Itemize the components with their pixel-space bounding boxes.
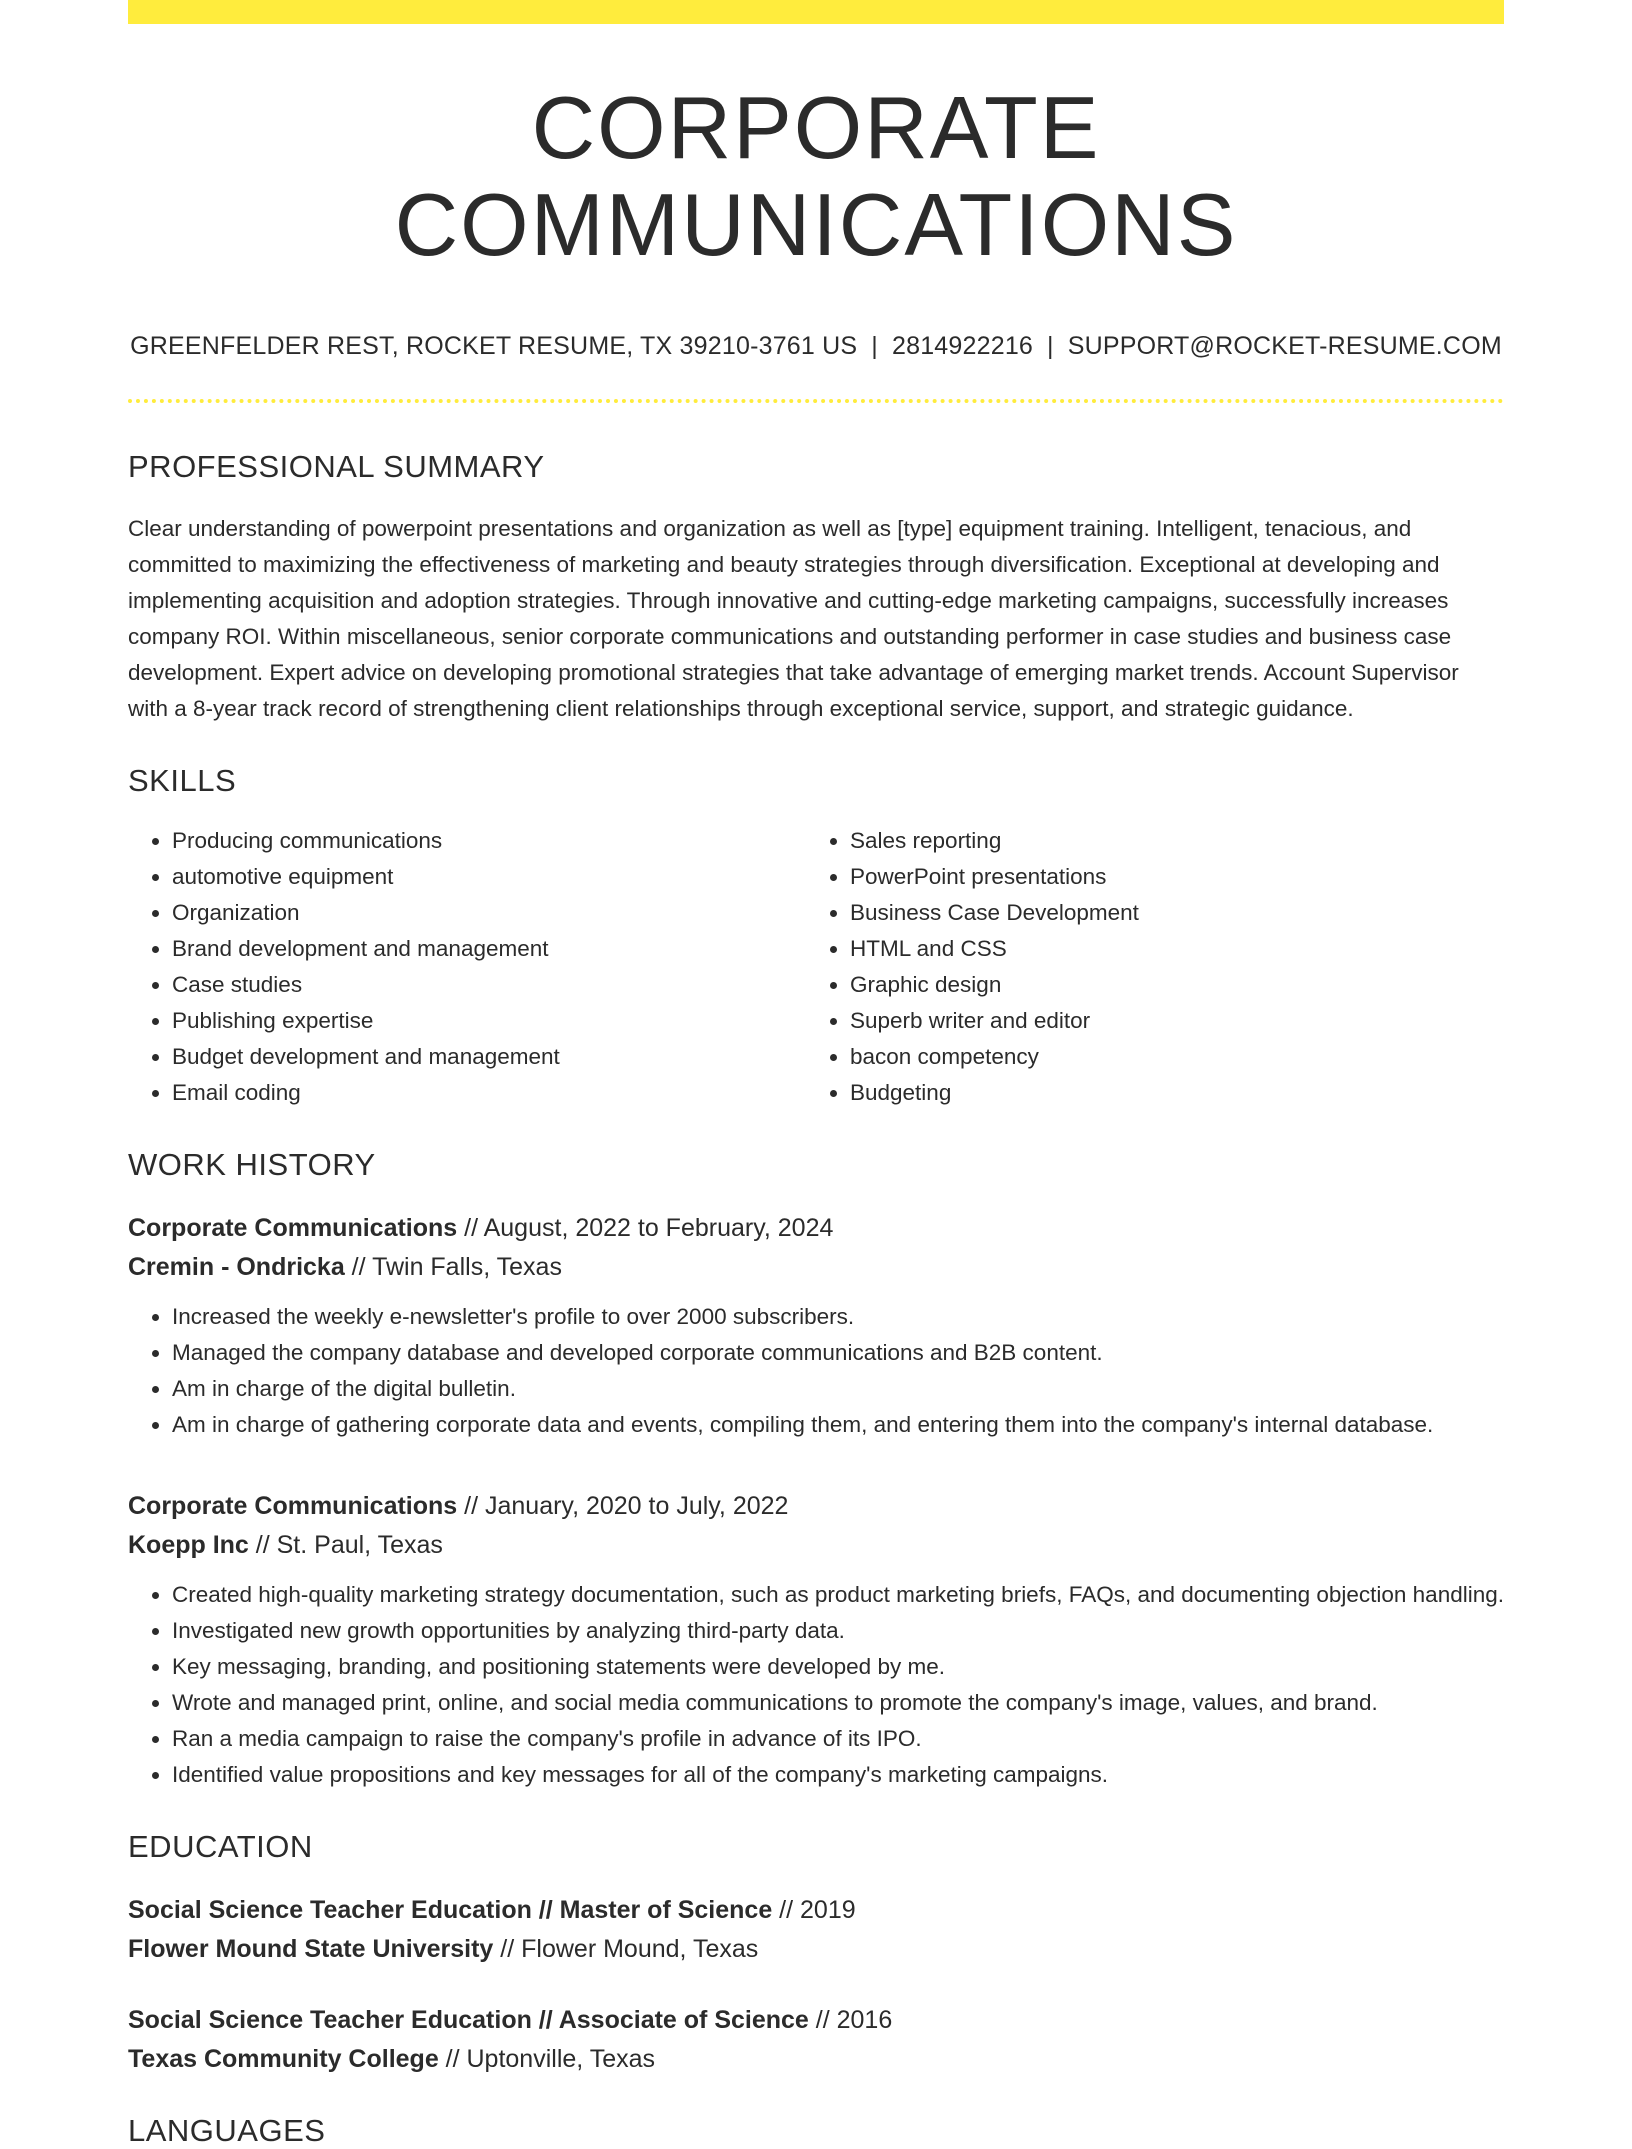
job-role-line: [128, 1487, 1504, 1526]
languages-heading: LANGUAGES: [128, 2112, 326, 2148]
skill-item: • Budgeting: [850, 1075, 1484, 1111]
job-location: // Twin Falls, Texas: [344, 1252, 562, 1281]
skill-item: • HTML and CSS: [850, 931, 1484, 967]
job-dates: // August, 2022 to February, 2024: [457, 1213, 834, 1242]
contact-separator: |: [871, 331, 878, 360]
education-degree: Social Science Teacher Education // Master of Science: [128, 1895, 773, 1924]
job-bullet: • Wrote and managed print, online, and social media communications to promote the company's image, values, and brand.: [172, 1685, 1504, 1721]
job-bullet: • Ran a media campaign to raise the company's profile in advance of its IPO.: [172, 1721, 1504, 1757]
skill-item: • automotive equipment: [172, 859, 806, 895]
work-history-heading: WORK HISTORY: [128, 1146, 376, 1182]
job-bullet: • Increased the weekly e-newsletter's profile to over 2000 subscribers.: [172, 1299, 1504, 1335]
contact-address: GREENFELDER REST, ROCKET RESUME, TX 39210-3761 US: [130, 331, 858, 360]
skill-item: • Graphic design: [850, 967, 1484, 1003]
contact-line: [128, 332, 1504, 361]
skill-item: • Business Case Development: [850, 895, 1484, 931]
job-role: Corporate Communications: [128, 1213, 458, 1242]
skill-item: • Case studies: [172, 967, 806, 1003]
education-degree-line: [128, 2001, 1504, 2040]
education-school: Texas Community College: [128, 2044, 439, 2073]
job-bullet: • Managed the company database and developed corporate communications and B2B content.: [172, 1335, 1504, 1371]
job-entry: [128, 1209, 1504, 1443]
skill-item: • Superb writer and editor: [850, 1003, 1484, 1039]
job-company: Cremin - Ondricka: [128, 1252, 345, 1281]
job-bullet: • Created high-quality marketing strategy documentation, such as product marketing briefs, FAQs, and documenting objection handling.: [172, 1577, 1504, 1613]
contact-email: SUPPORT@ROCKET-RESUME.COM: [1067, 331, 1502, 360]
skills-list-right: [806, 823, 1484, 1111]
summary-text: Clear understanding of powerpoint presentations and organization as well as [type] equipment training. Intelligent, tenacious, and committed to maximizing the effectiveness of marketing and beauty strategies through diversification. Exceptional at developing and implementing acquisition and adoption strategies. Through innovative and cutting-edge marketing campaigns, successfully increases company ROI. Within miscellaneous, senior corporate communications and outstanding performer in case studies and business case development. Expert advice on developing promotional strategies that take advantage of emerging market trends. Account Supervisor with a 8-year track record of strengthening client relationships through exceptional service, support, and strategic guidance.: [128, 515, 1459, 721]
skill-item: • Sales reporting: [850, 823, 1484, 859]
education-school-line: [128, 2040, 1504, 2079]
job-location: // St. Paul, Texas: [248, 1530, 443, 1559]
education-location: // Uptonville, Texas: [438, 2044, 656, 2073]
job-bullet: • Am in charge of the digital bulletin.: [172, 1371, 1504, 1407]
job-bullet: • Identified value propositions and key messages for all of the company's marketing campaigns.: [172, 1757, 1504, 1793]
education-year: // 2016: [808, 2005, 893, 2034]
resume-page: [128, 0, 1504, 2149]
skills-columns: [128, 823, 1504, 1111]
accent-bar: [128, 0, 1504, 24]
education-entry: [128, 2001, 1504, 2079]
education-degree: Social Science Teacher Education // Associate of Science: [128, 2005, 809, 2034]
skill-item: • bacon competency: [850, 1039, 1484, 1075]
skills-list-left: [128, 823, 806, 1111]
education-year: // 2019: [772, 1895, 856, 1924]
job-bullets: [128, 1577, 1504, 1793]
job-company-line: [128, 1526, 1504, 1565]
skill-item: • Email coding: [172, 1075, 806, 1111]
job-role-line: [128, 1209, 1504, 1248]
dotted-divider: [128, 399, 1504, 403]
job-entry: [128, 1487, 1504, 1793]
skill-item: • PowerPoint presentations: [850, 859, 1484, 895]
skill-item: • Budget development and management: [172, 1039, 806, 1075]
skills-heading: SKILLS: [128, 762, 237, 798]
skill-item: • Brand development and management: [172, 931, 806, 967]
skill-item: • Producing communications: [172, 823, 806, 859]
education-school-line: [128, 1930, 1504, 1969]
skill-item: • Publishing expertise: [172, 1003, 806, 1039]
job-bullet: • Investigated new growth opportunities by analyzing third-party data.: [172, 1613, 1504, 1649]
job-company: Koepp Inc: [128, 1530, 249, 1559]
contact-separator: |: [1047, 331, 1054, 360]
contact-phone: 2814922216: [891, 331, 1034, 360]
job-bullet: • Key messaging, branding, and positioning statements were developed by me.: [172, 1649, 1504, 1685]
skill-item: • Organization: [172, 895, 806, 931]
job-company-line: [128, 1248, 1504, 1287]
education-school: Flower Mound State University: [128, 1934, 494, 1963]
education-heading: EDUCATION: [128, 1828, 313, 1864]
job-bullet: • Am in charge of gathering corporate data and events, compiling them, and entering them into the company's internal database.: [172, 1407, 1504, 1443]
job-dates: // January, 2020 to July, 2022: [457, 1491, 789, 1520]
job-role: Corporate Communications: [128, 1491, 458, 1520]
education-degree-line: [128, 1891, 1504, 1930]
summary-heading: PROFESSIONAL SUMMARY: [128, 448, 545, 484]
job-bullets: [128, 1299, 1504, 1443]
page-title: CORPORATE COMMUNICATIONS: [394, 78, 1238, 274]
education-entry: [128, 1891, 1504, 1969]
education-location: // Flower Mound, Texas: [493, 1934, 759, 1963]
